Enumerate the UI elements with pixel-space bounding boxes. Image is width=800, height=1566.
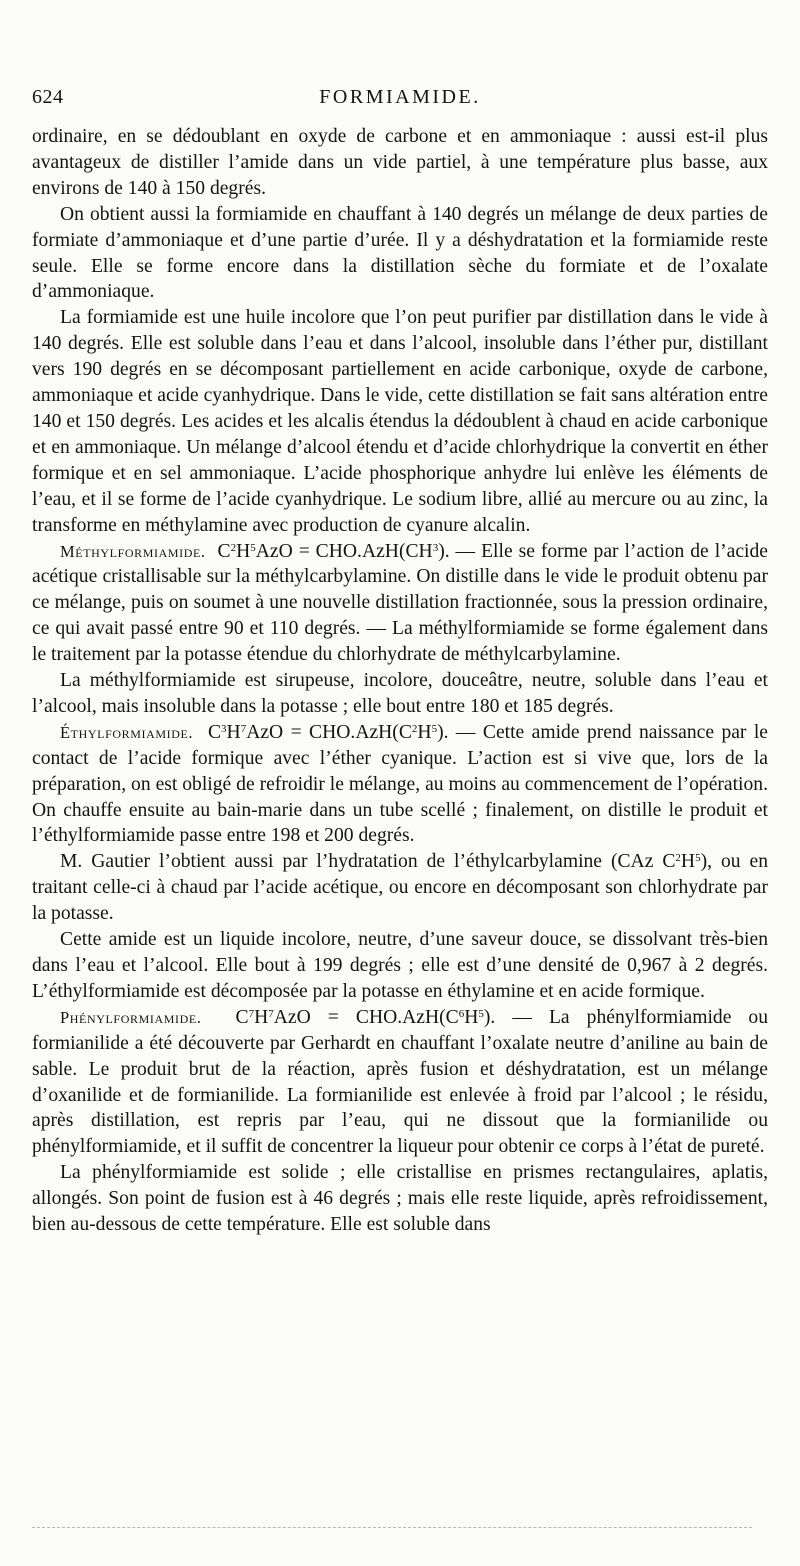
formula-methyl: $C^2H^5AzO = CHO.AzH(CH^3)$. — [217, 540, 450, 562]
paragraph-gautier: M. Gautier l’obtient aussi par l’hydratation de l’éthylcarbylamine (CAz $C^2H^5$), ou en traitant celle-ci à chaud par l’acide acétique, ou encore en décomposant son chlorhydrate par la potasse. — [32, 851, 768, 925]
page-number: 624 — [32, 86, 64, 108]
paragraph-methyl-properties: La méthylformiamide est sirupeuse, incolore, douceâtre, neutre, soluble dans l’eau et l’alcool, mais insoluble dans la potasse ; elle bout entre 180 et 185 degrés. — [32, 670, 768, 717]
paragraph-preparation: On obtient aussi la formiamide en chauffant à 140 degrés un mélange de deux parties de formiate d’ammoniaque et d’une partie d’urée. Il y a déshydratation et la formiamide reste seule. Elle se forme encore dans la distillation sèche du formiate et de l’oxalate d’ammoniaque. — [32, 203, 768, 303]
body-text — [32, 124, 768, 1238]
paragraph-phenyl-properties: La phénylformiamide est solide ; elle cristallise en prismes rectangulaires, aplatis, allongés. Son point de fusion est à 46 degrés ; mais elle reste liquide, après refroidissement, bien au-dessous de cette température. Elle est soluble dans — [32, 1162, 768, 1236]
compound-name-ethyl: Éthylformiamide. — [60, 722, 194, 742]
paragraph-continuation: ordinaire, en se dédoublant en oxyde de carbone et en ammoniaque : aussi est-il plus avantageux de distiller l’amide dans un vide partiel, à une température plus basse, aux environs de 140 à 150 degrés. — [32, 126, 768, 199]
methyl-description: — Elle se forme par l’action de l’acide acétique cristallisable sur la méthylcarbylamine. On distille dans le vide le produit obtenu par ce mélange, puis on soumet à une nouvelle distillation fractionnée, sous la pression ordinaire, ce qui avait passé entre 90 et 110 degrés. — La méthylformiamide se forme également dans le traitement par la potasse étendue du chlorhydrate de méthylcarbylamine. — [32, 540, 768, 666]
formula-phenyl: $C^7H^7AzO = CHO.AzH(C^6H^5)$. — [235, 1006, 496, 1028]
phenyl-description: — La phénylformiamide ou formianilide a été découverte par Gerhardt en chauffant l’oxalate neutre d’aniline au bain de sable. Le produit brut de la réaction, après fusion et déshydratation, est un mélange d’oxanilide et de formianilide. La formianilide est enlevée à froid par l’alcool ; le résidu, après distillation, est repris par l’eau, qui ne dissout que la formianilide ou phénylformiamide, et il suffit de concentrer la liqueur pour obtenir ce corps à l’état de pureté. — [32, 1006, 769, 1158]
paragraph-ethylformiamide — [32, 720, 768, 850]
paragraph-phenylformiamide — [32, 1005, 768, 1160]
formula-ethyl: $C^3H^7AzO = CHO.AzH(C^2H^5)$. — [207, 721, 449, 743]
running-header — [32, 86, 768, 114]
bottom-divider — [32, 1527, 752, 1528]
paragraph-methylformiamide — [32, 539, 768, 669]
paragraph-properties: La formiamide est une huile incolore que l’on peut purifier par distillation dans le vide à 140 degrés. Elle est soluble dans l’eau et dans l’alcool, insoluble dans l’éther pur, distillant vers 190 degrés en se décomposant partiellement en acide carbonique, oxyde de carbone, ammoniaque et acide cyanhydrique. Dans le vide, cette distillation se fait sans altération entre 140 et 150 degrés. Les acides et les alcalis étendus la dédoublent à chaud en acide carbonique et en ammoniaque. Un mélange d’alcool étendu et d’acide chlorhydrique la convertit en éther formique et en sel ammoniaque. L’acide phosphorique anhydre lui enlève les éléments de l’eau, et il se forme de l’acide cyanhydrique. Le sodium libre, allié au mercure ou au zinc, la transforme en méthylamine avec production de cyanure alcalin. — [32, 307, 768, 536]
ethyl-description: — Cette amide prend naissance par le contact de l’acide formique avec l’éther cyanique. L’action est si vive que, lors de la préparation, on est obligé de refroidir le mélange, au moins au commencement de l’opération. On chauffe ensuite au bain-marie dans un tube scellé ; finalement, on distille le produit et l’éthylformiamide passe entre 198 et 200 degrés. — [32, 721, 769, 847]
compound-name-methyl: Méthylformiamide. — [60, 541, 206, 561]
running-title: FORMIAMIDE. — [319, 86, 481, 108]
paragraph-ethyl-properties: Cette amide est un liquide incolore, neutre, d’une saveur douce, se dissolvant très-bien dans l’eau et l’alcool. Elle bout à 199 degrés ; elle est d’une densité de 0,967 à 2 degrés. L’éthylformiamide est décomposée par la potasse en éthylamine et en acide formique. — [32, 929, 768, 1002]
compound-name-phenyl: Phénylformiamide. — [60, 1007, 202, 1027]
